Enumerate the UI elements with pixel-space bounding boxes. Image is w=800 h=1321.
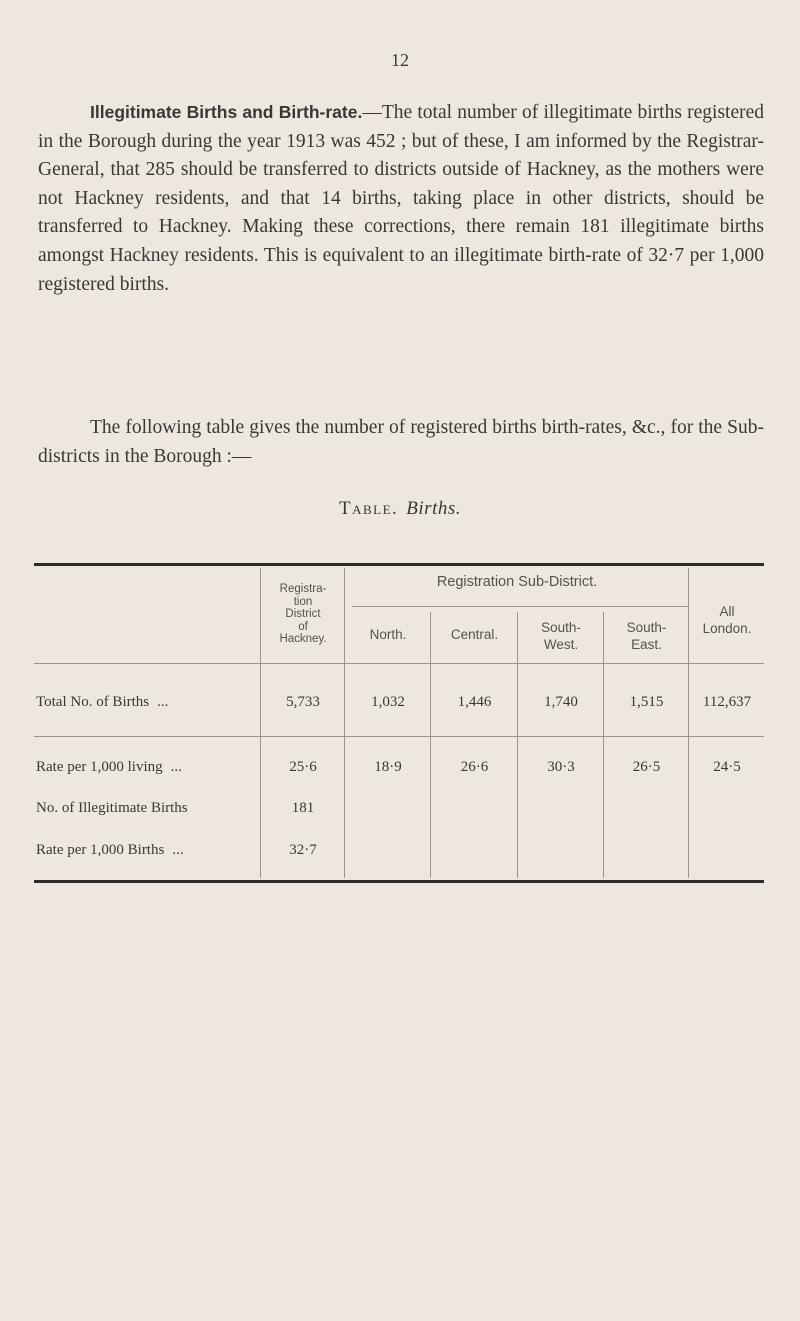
row-label-leader: ... xyxy=(172,842,184,858)
row-label-leader: ... xyxy=(157,694,169,710)
column-divider xyxy=(260,568,261,878)
page-number: 12 xyxy=(391,50,409,70)
cell-north: 1,032 xyxy=(371,694,405,710)
table-caption-title: Births. xyxy=(406,498,461,519)
row-label xyxy=(36,800,188,817)
header-text: London. xyxy=(702,621,752,636)
row-label xyxy=(36,759,182,776)
cell-south-east: 1,515 xyxy=(629,694,664,710)
row-label xyxy=(36,694,168,711)
header-north: North. xyxy=(369,627,407,642)
illegitimate-births-paragraph xyxy=(38,98,764,299)
cell-north: 18·9 xyxy=(374,759,402,775)
table-caption-label: Table. xyxy=(339,498,399,519)
column-divider xyxy=(603,612,604,878)
column-divider xyxy=(344,568,345,878)
header-text: Registra- xyxy=(279,583,327,595)
subdistrict-divider xyxy=(352,606,688,607)
paragraph-text: —The total number of illegitimate births registered in the Borough during the year 1913 was 452 ; but of these, I am informed by the Registrar-General, that 285 should be transferred to districts outside of Hackney, as the mothers were not Hackney residents, and that 14 births, taking place in other districts, should be transferred to Hackney. Making these corrections, there remain 181 illegitimate births amongst Hackney residents. This is equivalent to an illegitimate birth-rate of 32·7 per 1,000 registered births. xyxy=(38,102,765,295)
cell-south-east: 26·5 xyxy=(632,759,661,775)
row-label-leader: ... xyxy=(170,759,182,775)
header-text: Hackney. xyxy=(279,633,327,645)
cell-district: 25·6 xyxy=(289,759,317,775)
cell-all-london: 24·5 xyxy=(713,759,741,775)
header-south-east xyxy=(605,619,688,653)
row-label xyxy=(36,842,184,859)
header-text: East. xyxy=(631,637,662,652)
header-subdistrict-group: Registration Sub-District. xyxy=(436,574,598,590)
table-caption xyxy=(0,498,800,520)
column-divider xyxy=(688,568,689,878)
cell-south-west: 1,740 xyxy=(544,694,578,710)
cell-south-west: 30·3 xyxy=(547,759,575,775)
row-label-text: Rate per 1,000 Births xyxy=(36,842,165,858)
row-label-text: Total No. of Births xyxy=(36,694,150,710)
header-registration-district xyxy=(262,583,344,646)
header-south-west xyxy=(519,619,603,653)
row-label-text: Rate per 1,000 living xyxy=(36,759,163,775)
section-heading: Illegitimate Births and Birth-rate. xyxy=(90,102,363,122)
table-intro-paragraph: The following table gives the number of registered births birth-rates, &c., for the Sub-districts in the Borough :— xyxy=(38,417,764,467)
header-text: West. xyxy=(543,637,579,652)
column-divider xyxy=(517,612,518,878)
row-label-text: No. of Illegitimate Births xyxy=(36,800,188,816)
header-text: All xyxy=(719,604,735,619)
header-text: tion xyxy=(293,595,313,608)
header-text: of xyxy=(298,620,308,633)
header-central: Central. xyxy=(450,627,499,642)
cell-central: 26·6 xyxy=(460,759,489,775)
header-text: South- xyxy=(541,620,581,635)
table-bottom-rule xyxy=(34,880,764,883)
header-text: South- xyxy=(626,620,667,635)
cell-all-london: 112,637 xyxy=(702,694,752,710)
header-all-london xyxy=(690,603,764,637)
table-top-rule xyxy=(34,563,764,566)
header-text: District xyxy=(285,608,321,620)
cell-district: 5,733 xyxy=(286,694,320,710)
header-bottom-rule xyxy=(34,663,764,664)
cell-central: 1,446 xyxy=(457,694,492,710)
column-divider xyxy=(430,612,431,878)
cell-district: 181 xyxy=(291,800,315,816)
row-divider xyxy=(34,736,764,737)
cell-district: 32·7 xyxy=(289,842,317,858)
